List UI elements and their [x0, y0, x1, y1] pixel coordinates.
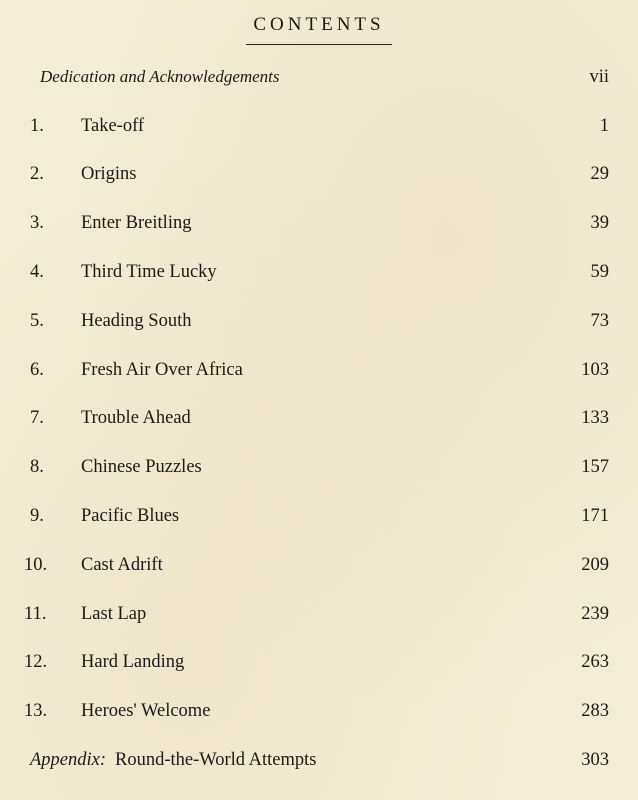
page-title: CONTENTS [253, 14, 385, 35]
chapter-title: Origins [81, 164, 137, 184]
front-matter-entry [0, 65, 638, 89]
toc-entry [0, 211, 638, 235]
chapter-number: 6. [30, 360, 44, 380]
chapter-page: 73 [590, 311, 609, 331]
chapter-number: 7. [30, 408, 44, 428]
chapter-number: 3. [30, 213, 44, 233]
chapter-number: 4. [30, 262, 44, 282]
toc-entry [0, 504, 638, 528]
toc-entry [0, 358, 638, 382]
toc-entry [0, 114, 638, 138]
toc-entry [0, 309, 638, 333]
front-matter-title: Dedication and Acknowledgements [40, 67, 280, 86]
chapter-page: 133 [581, 408, 609, 428]
chapter-page: 39 [590, 213, 609, 233]
toc-entry [0, 162, 638, 186]
chapter-page: 171 [581, 506, 609, 526]
chapter-number: 9. [30, 506, 44, 526]
appendix-label: Appendix: [30, 750, 107, 770]
chapter-title: Cast Adrift [81, 555, 163, 575]
chapter-title: Trouble Ahead [81, 408, 191, 428]
chapter-number: 8. [30, 457, 44, 477]
toc-entry [0, 455, 638, 479]
chapter-number: 5. [30, 311, 44, 331]
toc-entry [0, 406, 638, 430]
chapter-page: 283 [581, 701, 609, 721]
chapter-page: 103 [581, 360, 609, 380]
toc-entry [0, 260, 638, 284]
toc-entry [0, 553, 638, 577]
chapter-title: Third Time Lucky [81, 262, 217, 282]
chapter-page: 157 [581, 457, 609, 477]
chapter-number: 13. [24, 701, 48, 721]
chapter-page: 1 [599, 116, 609, 136]
chapter-title: Last Lap [81, 604, 147, 624]
chapter-page: 59 [590, 262, 609, 282]
toc-entry [0, 650, 638, 674]
title-underline [246, 44, 392, 45]
chapter-page: 263 [581, 652, 609, 672]
chapter-title: Pacific Blues [81, 506, 180, 526]
chapter-title: Heroes' Welcome [81, 701, 211, 721]
chapter-number: 10. [24, 555, 48, 575]
chapter-number: 2. [30, 164, 44, 184]
chapter-title: Heading South [81, 311, 192, 331]
chapter-page: 29 [590, 164, 609, 184]
chapter-page: 209 [581, 555, 609, 575]
chapter-title: Take-off [81, 116, 145, 136]
chapter-title: Hard Landing [81, 652, 185, 672]
appendix-title: Round-the-World Attempts [115, 750, 317, 770]
chapter-number: 1. [30, 116, 44, 136]
chapter-title: Chinese Puzzles [81, 457, 202, 477]
chapter-title: Enter Breitling [81, 213, 192, 233]
chapter-number: 11. [24, 604, 47, 624]
chapter-page: 239 [581, 604, 609, 624]
front-matter-page: vii [589, 67, 609, 87]
toc-entry [0, 699, 638, 723]
appendix-page: 303 [581, 750, 609, 770]
chapter-title: Fresh Air Over Africa [81, 360, 243, 380]
appendix-entry [0, 748, 638, 772]
toc-entry [0, 602, 638, 626]
chapter-number: 12. [24, 652, 48, 672]
